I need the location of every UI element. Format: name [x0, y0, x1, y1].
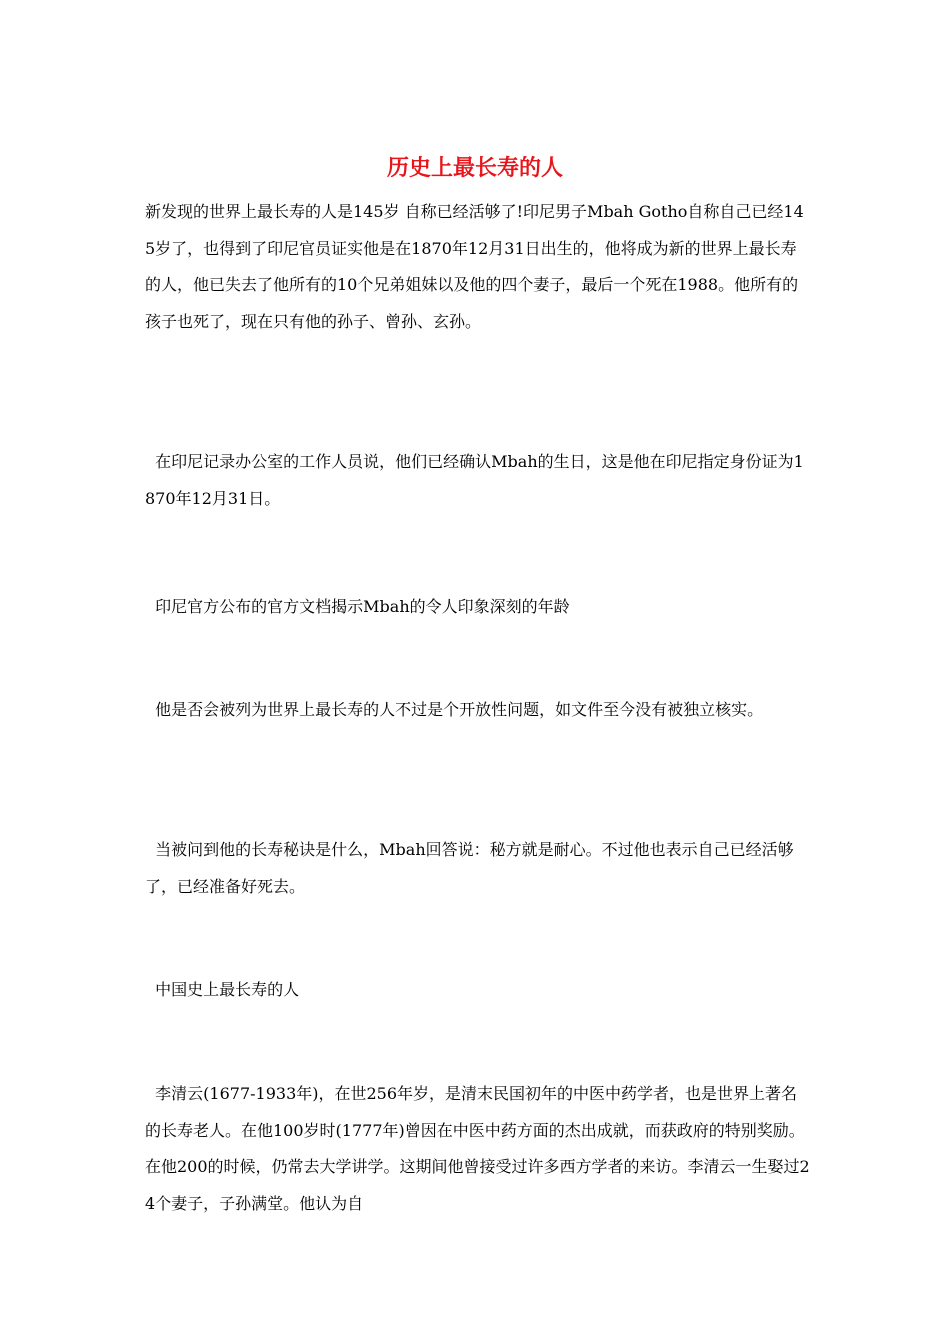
paragraph-longevity-secret: 当被问到他的长寿秘诀是什么，Mbah回答说：秘方就是耐心。不过他也表示自己已经活够了，已经准备好死去。 — [145, 840, 794, 896]
document-title: 历史上最长寿的人 — [386, 155, 563, 181]
paragraph-open-question: 他是否会被列为世界上最长寿的人不过是个开放性问题，如文件至今没有被独立核实。 — [145, 700, 764, 719]
paragraph-records-office: 在印尼记录办公室的工作人员说，他们已经确认Mbah的生日，这是他在印尼指定身份证为1870年12月31日。 — [145, 452, 804, 508]
paragraph-official-document: 印尼官方公布的官方文档揭示Mbah的令人印象深刻的年龄 — [145, 597, 570, 616]
paragraph-li-qingyun: 李清云(1677-1933年)，在世256年岁，是清末民国初年的中医中药学者，也是世界上著名的长寿老人。在他100岁时(1777年)曾因在中医中药方面的杰出成就，而获政府的特别奖励。在他200的时候，仍常去大学讲学。这期间他曾接受过许多西方学者的来访。李清云一生娶过24个妻子，子孙满堂。他认为自 — [145, 1084, 810, 1213]
paragraph-mbah-gotho-intro: 新发现的世界上最长寿的人是145岁 自称已经活够了!印尼男子Mbah Gotho自称自己已经145岁了，也得到了印尼官员证实他是在1870年12月31日出生的，他将成为新的世界上最长寿的人，他已失去了他所有的10个兄弟姐妹以及他的四个妻子，最后一个死在1988。他所有的孩子也死了，现在只有他的孙子、曾孙、玄孙。 — [145, 202, 804, 331]
section-heading-china: 中国史上最长寿的人 — [145, 980, 300, 999]
